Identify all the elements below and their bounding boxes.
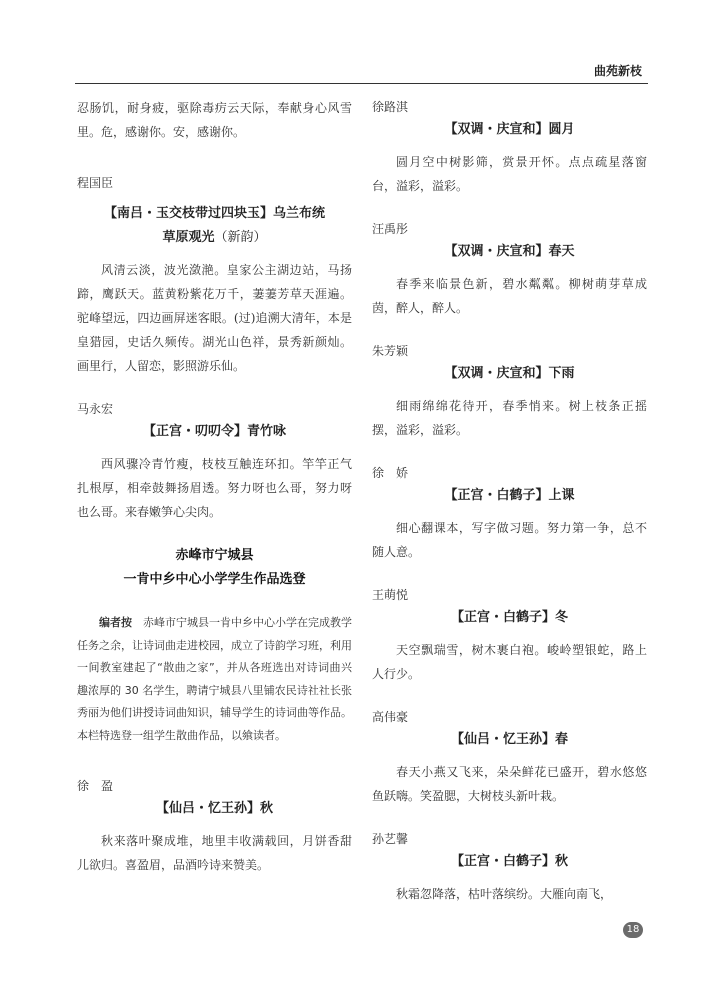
page-number-badge: 18 xyxy=(623,922,643,938)
poem-author: 高伟豪 xyxy=(372,710,409,724)
poem-author: 朱芳颖 xyxy=(372,344,409,358)
poem-block xyxy=(372,96,647,198)
poem-title-text: 【正宫・叨叨令】青竹咏 xyxy=(142,424,286,439)
poem-author: 徐 娇 xyxy=(372,466,409,480)
poem-text: 圆月空中树影筛，赏景开怀。点点疏星落窗台，溢彩，溢彩。 xyxy=(372,155,647,193)
poem-title xyxy=(372,484,647,508)
poem-title xyxy=(372,850,647,874)
poem-block xyxy=(372,706,647,808)
poem-text: 秋霜忽降落，枯叶落缤纷。大雁向南飞， xyxy=(396,887,613,901)
poem-text: 春季来临景色新，碧水粼粼。柳树萌芽草成茵，醉人，醉人。 xyxy=(372,277,647,315)
poem-text: 细心翻课本，写字做习题。努力第一争，总不随人意。 xyxy=(372,521,647,559)
poem-title-text: 【仙吕・忆王孙】春 xyxy=(450,732,568,747)
poem-author: 汪禹彤 xyxy=(372,222,409,236)
poem-text: 细雨绵绵花待开，春季悄来。树上枝条正摇摆，溢彩，溢彩。 xyxy=(372,399,647,437)
poem-title-text: 【正宫・白鹤子】冬 xyxy=(450,610,568,625)
editor-note-text: 赤峰市宁城县一肯中乡中心小学在完成教学任务之余，让诗词曲走进校园，成立了诗韵学习班，利用一间教室建起了“散曲之家”，并从各班选出对诗词曲兴趣浓厚的 30 名学生，聘请宁城县八里铺农民诗社社长张秀丽为他们讲授诗词曲知识，辅导学生的诗词曲等作品。本栏特选登一组学生散曲作品，以飨读者。 xyxy=(77,616,352,742)
poem-title xyxy=(372,362,647,386)
poem-block xyxy=(372,462,647,564)
poem-author: 孙艺馨 xyxy=(372,832,409,846)
magazine-section-title: 曲苑新枝 xyxy=(593,64,642,78)
poem-text: 春天小燕又飞来，朵朵鲜花已盛开，碧水悠悠鱼跃嗨。笑盈腮，大树枝头新叶栽。 xyxy=(372,765,647,803)
poem-title-text: 【双调・庆宣和】下雨 xyxy=(444,366,575,381)
header-divider xyxy=(75,83,648,84)
poem-title xyxy=(77,797,352,821)
editor-note xyxy=(77,612,352,747)
poem-block xyxy=(372,340,647,442)
poem-text: 风清云淡，波光潋滟。皇家公主湖边站，马扬蹄，鹰跃天。蓝黄粉紫花万千，萋萋芳草天涯遍。驼峰望远，四边画屏迷客眼。(过)追溯大清年，本是皇猎园，史话久频传。湖光山色祥，景秀新颜灿。画里行，人留恋，影照游乐仙。 xyxy=(77,263,352,373)
poem-author: 王萌悦 xyxy=(372,588,409,602)
poem-title xyxy=(77,420,352,444)
poem-text: 秋来落叶聚成堆，地里丰收满载回，月饼香甜儿欲归。喜盈眉，品酒吟诗来赞美。 xyxy=(77,834,352,872)
poem-text: 西风骤冷青竹瘦，枝枝互触连环扣。竿竿正气扎根厚，相牵鼓舞扬眉透。努力呀也么哥，努力呀也么哥。来春嫩笋心尖肉。 xyxy=(77,457,352,519)
poem-author: 徐 盈 xyxy=(77,779,114,793)
poem-block xyxy=(372,584,647,686)
poem-text: 天空飘瑞雪，树木裹白袍。峻岭塑银蛇，路上人行少。 xyxy=(372,643,647,681)
poem-author: 马永宏 xyxy=(77,402,114,416)
poem-author: 徐路淇 xyxy=(372,100,409,114)
section-heading-line1: 赤峰市宁城县 xyxy=(175,548,254,563)
poem-title-text: 【正宫・白鹤子】上课 xyxy=(444,488,575,503)
poem-title xyxy=(372,606,647,630)
poem-title xyxy=(372,240,647,264)
poem-title-text: 【双调・庆宣和】春天 xyxy=(444,244,575,259)
poem-block xyxy=(372,828,647,906)
editor-note-label: 编者按 xyxy=(99,616,132,629)
poem-title-line1: 【南吕・玉交枝带过四块玉】乌兰布统 xyxy=(103,206,325,221)
poem-author: 程国臣 xyxy=(77,176,114,190)
poem-title-text: 【正宫・白鹤子】秋 xyxy=(450,854,568,869)
poem-title xyxy=(372,118,647,142)
left-column xyxy=(77,96,352,877)
poem-block xyxy=(372,218,647,320)
poem-title xyxy=(372,728,647,752)
right-column xyxy=(372,96,647,906)
poem-title-text: 【双调・庆宣和】圆月 xyxy=(444,122,575,137)
section-heading-line2: 一肯中乡中心小学学生作品选登 xyxy=(123,572,306,587)
poem-title-text: 【仙吕・忆王孙】秋 xyxy=(155,801,273,816)
continued-poem-text: 忍肠饥，耐身疲，驱除毒疠云天际，奉献身心风雪里。危，感谢你。安，感谢你。 xyxy=(77,101,352,139)
poem-title xyxy=(77,202,352,250)
poem-title-note: （新韵） xyxy=(214,230,267,245)
poem-title-line2: 草原观光 xyxy=(162,230,215,245)
